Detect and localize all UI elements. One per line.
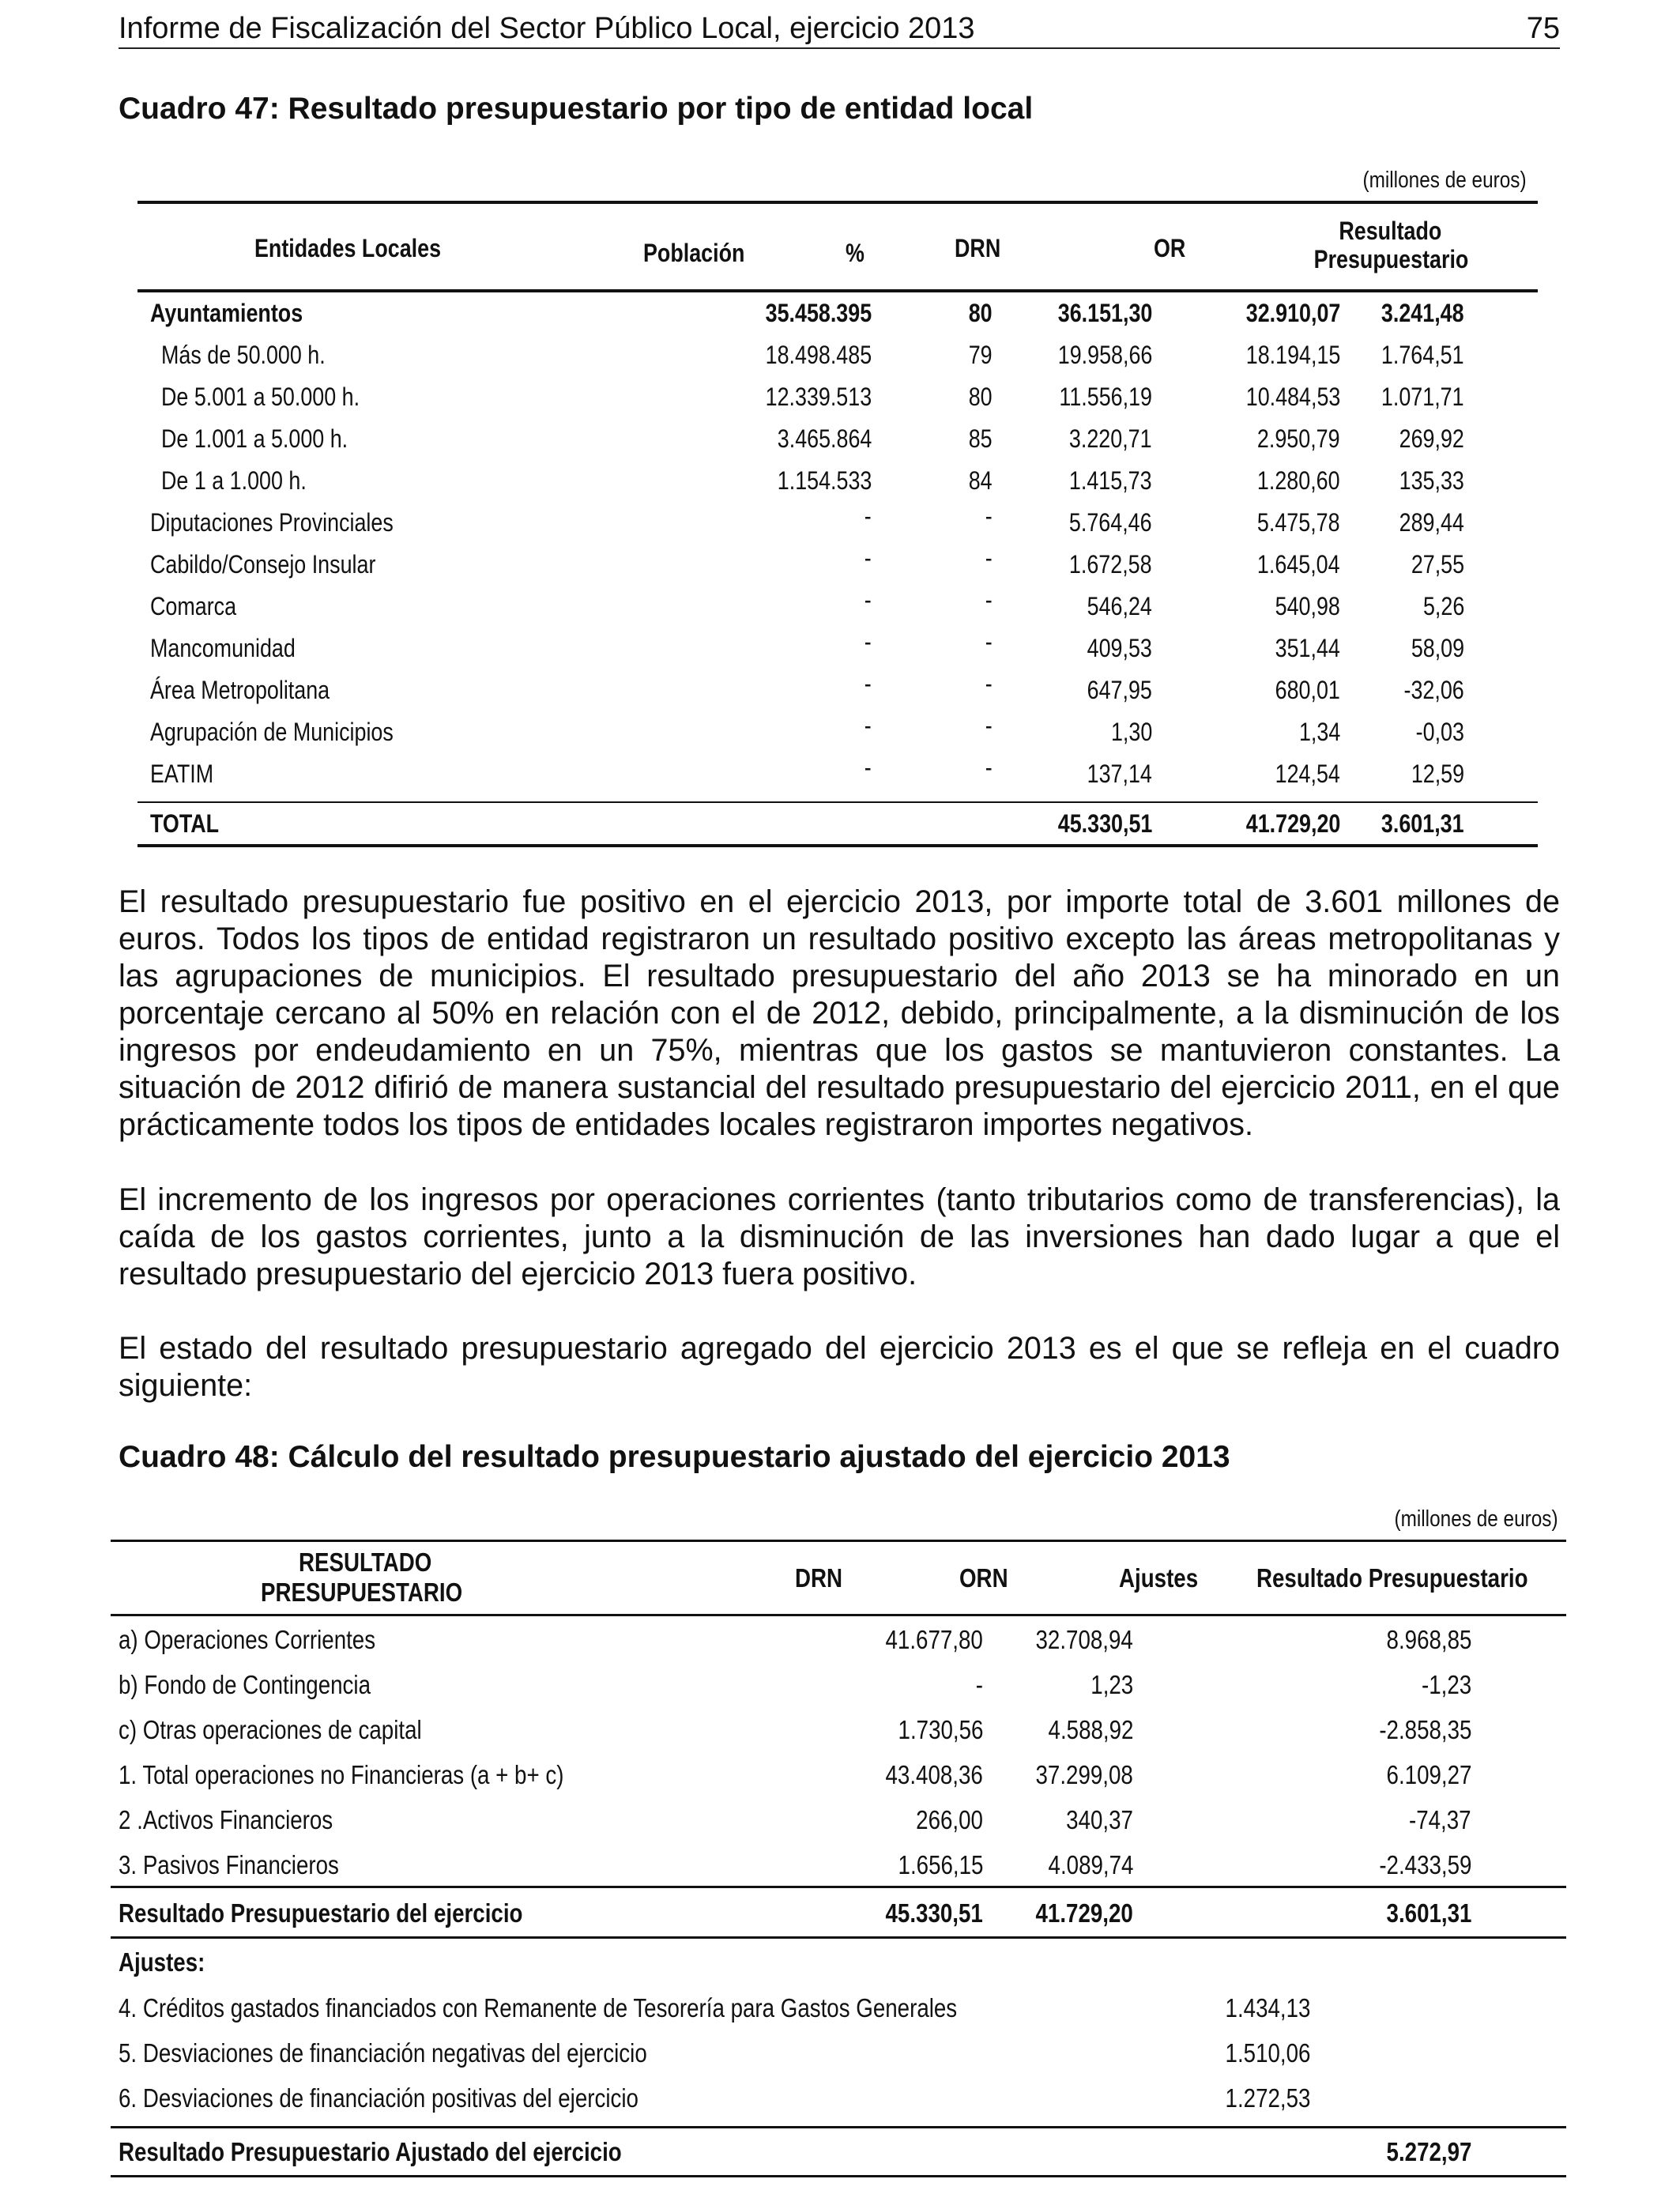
- cell-resultado: 135,33: [1399, 466, 1464, 495]
- row-name: Más de 50.000 h.: [161, 341, 326, 369]
- resultado-top-rule: [111, 1886, 1566, 1888]
- table-row-resultado-ajustado: Resultado Presupuestario Ajustado del ejercicio 5.272,97: [119, 2137, 1471, 2166]
- cell-drn: 1.415,73: [1069, 466, 1152, 495]
- cell-drn: 3.220,71: [1069, 424, 1152, 453]
- cell-pct: -: [985, 502, 993, 530]
- table-row: [111, 1797, 1566, 1842]
- table-row: [137, 669, 1538, 711]
- table-row: [111, 1707, 1566, 1752]
- cell-drn: 41.677,80: [885, 1625, 983, 1654]
- cell-or: 1.280,60: [1257, 466, 1340, 495]
- cell-resultado: -1,23: [1421, 1670, 1471, 1699]
- cell-poblacion: -: [864, 628, 872, 656]
- table-row: [137, 586, 1538, 628]
- resultado-bottom-rule: [111, 1936, 1566, 1939]
- row-name: De 1.001 a 5.000 h.: [161, 424, 348, 453]
- cell-ajustes: 1.434,13: [1225, 1993, 1310, 2022]
- cell-orn: 4.089,74: [1048, 1850, 1133, 1879]
- cell-poblacion: -: [864, 753, 872, 782]
- paragraph-2: El incremento de los ingresos por operaciones corrientes (tanto tributarios como de transferencias), la caída de los gastos corrientes, junto a la disminución de las inversiones han dado lugar a que el resultado presupuestario del ejercicio 2013 fuera positivo.: [119, 1182, 1560, 1291]
- table-row: [137, 418, 1538, 460]
- cell-orn: 32.708,94: [1035, 1625, 1133, 1654]
- cell-pct: -: [985, 669, 993, 698]
- cell-resultado: 5,26: [1422, 592, 1464, 620]
- ajustado-top-rule: [111, 2126, 1566, 2128]
- cell-poblacion: 12.339.513: [765, 383, 872, 411]
- row-name: De 1 a 1.000 h.: [161, 466, 307, 495]
- row-name: 1. Total operaciones no Financieras (a + b+ c): [119, 1760, 564, 1789]
- cell-resultado: 8.968,85: [1386, 1625, 1471, 1654]
- cell-or: 351,44: [1275, 634, 1340, 662]
- cell-drn: 1.656,15: [898, 1850, 983, 1879]
- cell-pct: 80: [969, 383, 993, 411]
- page-number: 75: [1526, 12, 1560, 45]
- cell-drn: -: [975, 1670, 983, 1699]
- row-name: Área Metropolitana: [150, 676, 330, 704]
- table-row: [137, 460, 1538, 502]
- cell-or: 2.950,79: [1257, 424, 1340, 453]
- row-name: 5. Desviaciones de financiación negativas del ejercicio: [119, 2038, 647, 2068]
- table-row: [137, 628, 1538, 669]
- cell-drn: 1.730,56: [898, 1715, 983, 1744]
- table-row: [111, 1842, 1566, 1887]
- cell-or: 32.910,07: [1245, 299, 1340, 327]
- cell-poblacion: 35.458.395: [765, 299, 872, 327]
- cell-or: 1.645,04: [1257, 550, 1340, 579]
- cell-or: 18.194,15: [1245, 341, 1340, 369]
- cell-resultado: 6.109,27: [1386, 1760, 1471, 1789]
- table-row: [137, 376, 1538, 418]
- cell-resultado: -74,37: [1409, 1805, 1471, 1834]
- row-name: a) Operaciones Corrientes: [119, 1625, 376, 1654]
- cell-or: 124,54: [1275, 760, 1340, 788]
- table-top-rule: [137, 201, 1538, 204]
- cell-resultado: -2.858,35: [1378, 1715, 1471, 1744]
- table-row: [137, 292, 1538, 334]
- cell-poblacion: -: [864, 586, 872, 614]
- row-name: Mancomunidad: [150, 634, 296, 662]
- table-row-ajuste: [111, 2075, 1566, 2120]
- cell-resultado: 3.241,48: [1381, 299, 1464, 327]
- cell-orn: 1,23: [1090, 1670, 1133, 1699]
- row-name: Agrupación de Municipios: [150, 718, 394, 746]
- cell-pct: -: [985, 711, 993, 740]
- cell-drn: 36.151,30: [1057, 299, 1152, 327]
- cuadro48-title: Cuadro 48: Cálculo del resultado presupuestario ajustado del ejercicio 2013: [119, 1440, 1230, 1474]
- header-resultado: Resultado Presupuestario: [1313, 217, 1469, 273]
- cell-drn: 137,14: [1087, 760, 1152, 788]
- table-header-rule: [111, 1614, 1566, 1616]
- table-bottom-rule: [137, 844, 1538, 847]
- cell-drn: 19.958,66: [1057, 341, 1152, 369]
- table-row: [137, 544, 1538, 586]
- cell-drn: 647,95: [1087, 676, 1152, 704]
- cell-drn: 266,00: [916, 1805, 983, 1834]
- row-name: Cabildo/Consejo Insular: [150, 550, 376, 579]
- header-orn: ORN: [959, 1563, 1008, 1593]
- cell-poblacion: -: [864, 711, 872, 740]
- cell-ajustes: 1.272,53: [1225, 2083, 1310, 2113]
- cell-poblacion: -: [864, 544, 872, 572]
- cell-resultado: -0,03: [1415, 718, 1464, 746]
- row-name: 4. Créditos gastados financiados con Remanente de Tesorería para Gastos Generales: [119, 1993, 958, 2022]
- cell-or: 1,34: [1298, 718, 1340, 746]
- cell-pct: -: [985, 628, 993, 656]
- cell-drn: 11.556,19: [1059, 383, 1152, 411]
- row-name: 2 .Activos Financieros: [119, 1805, 333, 1834]
- row-name: EATIM: [150, 760, 214, 788]
- cell-poblacion: 18.498.485: [765, 341, 872, 369]
- cell-pct: 84: [969, 466, 993, 495]
- cell-pct: 80: [969, 299, 993, 327]
- table-row: [137, 753, 1538, 795]
- table-top-rule: [111, 1540, 1566, 1542]
- table-row: [111, 1662, 1566, 1707]
- page-header: [119, 11, 1560, 49]
- cell-poblacion: -: [864, 502, 872, 530]
- row-name: 6. Desviaciones de financiación positivas del ejercicio: [119, 2083, 638, 2113]
- table-row: [137, 711, 1538, 753]
- cell-drn: 43.408,36: [885, 1760, 983, 1789]
- cell-drn: 1,30: [1110, 718, 1152, 746]
- table-row: [137, 502, 1538, 544]
- cell-orn: 37.299,08: [1035, 1760, 1133, 1789]
- table-row: [111, 1617, 1566, 1662]
- cell-resultado: 289,44: [1399, 508, 1464, 537]
- cell-orn: 4.588,92: [1048, 1715, 1133, 1744]
- cell-resultado: 1.071,71: [1381, 383, 1464, 411]
- cell-or: 10.484,53: [1245, 383, 1340, 411]
- cuadro47-title: Cuadro 47: Resultado presupuestario por tipo de entidad local: [119, 92, 1034, 126]
- header-drn: DRN: [955, 234, 1001, 262]
- table-row-resultado-ejercicio: Resultado Presupuestario del ejercicio 45.330,51 41.729,20 3.601,31: [119, 1898, 1471, 1928]
- cell-orn: 340,37: [1066, 1805, 1133, 1834]
- row-name: Comarca: [150, 592, 237, 620]
- cell-or: 5.475,78: [1257, 508, 1340, 537]
- cell-poblacion: -: [864, 669, 872, 698]
- header-drn: DRN: [795, 1563, 843, 1593]
- cell-or: 41.729,20: [1245, 809, 1340, 838]
- row-name: 3. Pasivos Financieros: [119, 1850, 339, 1879]
- cell-pct: -: [985, 753, 993, 782]
- cell-drn: 409,53: [1087, 634, 1152, 662]
- header-poblacion: Población: [643, 239, 745, 267]
- row-name: Diputaciones Provinciales: [150, 508, 394, 537]
- table-row: [111, 1752, 1566, 1797]
- cell-resultado: 269,92: [1399, 424, 1464, 453]
- table-row-ajuste: [111, 1985, 1566, 2030]
- cell-pct: -: [985, 544, 993, 572]
- table-row-ajuste: [111, 2030, 1566, 2075]
- cell-poblacion: 1.154.533: [777, 466, 872, 495]
- cell-drn: 1.672,58: [1069, 550, 1152, 579]
- row-name: Ayuntamientos: [150, 299, 303, 327]
- cuadro47-units: (millones de euros): [1362, 168, 1527, 193]
- cell-pct: -: [985, 586, 993, 614]
- header-resultado: Resultado Presupuestario: [1256, 1563, 1528, 1593]
- cell-resultado: -2.433,59: [1378, 1850, 1471, 1879]
- paragraph-1: El resultado presupuestario fue positivo en el ejercicio 2013, por importe total de 3.601 millones de euros. Todos los tipos de entidad registraron un resultado positivo excepto las áreas metropolitanas y las agrupaciones de municipios. El resultado presupuestario del año 2013 se ha minorado en un porcentaje cercano al 50% en relación con el de 2012, debido, principalmente, a la disminución de los ingresos por endeudamiento en un 75%, mientras que los gastos se mantuvieron constantes. La situación de 2012 difirió de manera sustancial del resultado presupuestario del ejercicio 2011, en el que prácticamente todos los tipos de entidades locales registraron importes negativos.: [119, 884, 1560, 1142]
- table-row: [137, 334, 1538, 376]
- header-entidades: Entidades Locales: [254, 234, 442, 262]
- cell-or: 680,01: [1275, 676, 1340, 704]
- header-concepto: RESULTADO PRESUPUESTARIO: [261, 1547, 463, 1607]
- row-name: b) Fondo de Contingencia: [119, 1670, 371, 1699]
- cell-or: 540,98: [1275, 592, 1340, 620]
- header-ajustes: Ajustes: [1119, 1563, 1199, 1593]
- cuadro48-units: (millones de euros): [1394, 1506, 1558, 1532]
- cell-poblacion: 3.465.864: [777, 424, 872, 453]
- paragraph-3: El estado del resultado presupuestario agregado del ejercicio 2013 es el que se refleja en el cuadro siguiente:: [119, 1331, 1560, 1403]
- ajustes-label: Ajustes:: [119, 1947, 205, 1977]
- cell-resultado: 58,09: [1411, 634, 1464, 662]
- row-name: c) Otras operaciones de capital: [119, 1715, 422, 1744]
- cell-drn: 45.330,51: [1057, 809, 1152, 838]
- cell-resultado: -32,06: [1403, 676, 1464, 704]
- header-pct: %: [846, 239, 864, 267]
- cell-pct: 79: [969, 341, 993, 369]
- header-or: OR: [1154, 234, 1186, 262]
- table-row-total: [137, 803, 1538, 845]
- cell-resultado: 12,59: [1411, 760, 1464, 788]
- row-name: De 5.001 a 50.000 h.: [161, 383, 360, 411]
- cell-drn: 546,24: [1087, 592, 1152, 620]
- cell-drn: 5.764,46: [1069, 508, 1152, 537]
- table-bottom-rule: [111, 2175, 1566, 2177]
- cell-resultado: 3.601,31: [1381, 809, 1464, 838]
- document-title: Informe de Fiscalización del Sector Público Local, ejercicio 2013: [119, 12, 975, 45]
- cell-pct: 85: [969, 424, 993, 453]
- row-name: TOTAL: [150, 809, 220, 838]
- cell-resultado: 1.764,51: [1381, 341, 1464, 369]
- cell-resultado: 27,55: [1411, 550, 1464, 579]
- cell-ajustes: 1.510,06: [1225, 2038, 1310, 2068]
